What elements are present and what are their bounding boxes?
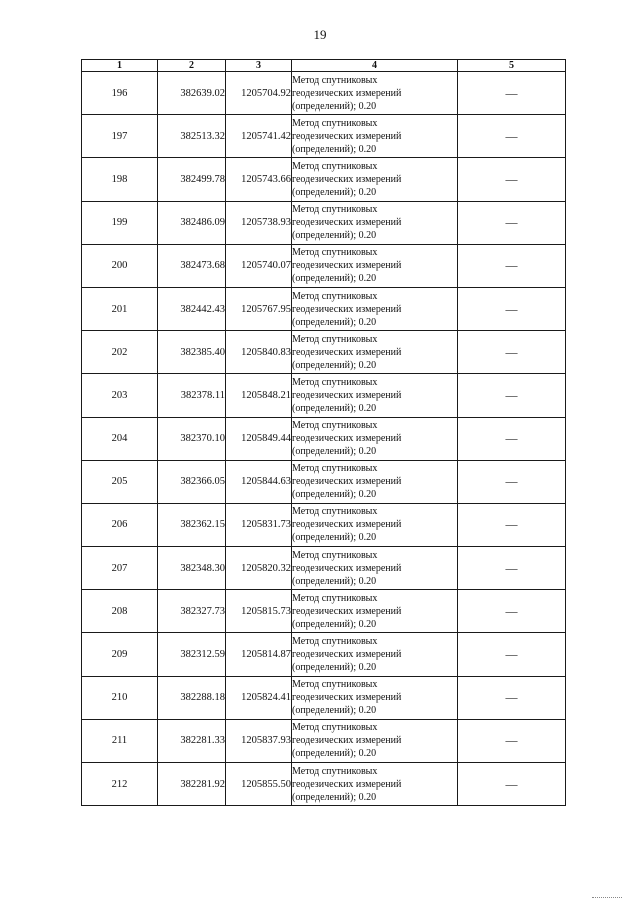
y-coordinate-cell: 1205767.95 (226, 287, 292, 330)
y-coordinate-cell: 1205837.93 (226, 719, 292, 762)
x-coordinate-cell: 382370.10 (158, 417, 226, 460)
y-coordinate-cell: 1205738.93 (226, 201, 292, 244)
method-cell (292, 115, 458, 158)
method-line: геодезических измерений (292, 87, 402, 99)
method-cell (292, 417, 458, 460)
point-number-cell: 197 (82, 115, 158, 158)
table-header-row (82, 60, 566, 72)
note-cell: — (458, 633, 566, 676)
table-row (82, 460, 566, 503)
method-cell (292, 287, 458, 330)
point-number-cell: 212 (82, 763, 158, 806)
y-coordinate-cell: 1205844.63 (226, 460, 292, 503)
point-number-cell: 207 (82, 547, 158, 590)
method-line: геодезических измерений (292, 692, 402, 704)
method-line: геодезических измерений (292, 389, 402, 401)
method-line: Метод спутниковых (292, 376, 378, 388)
note-cell: — (458, 590, 566, 633)
method-line: (определений); 0.20 (292, 143, 377, 155)
method-line: (определений); 0.20 (292, 316, 377, 328)
method-line: (определений); 0.20 (292, 402, 377, 414)
method-line: Метод спутниковых (292, 290, 378, 302)
method-cell (292, 460, 458, 503)
method-line: геодезических измерений (292, 303, 402, 315)
note-cell: — (458, 503, 566, 546)
y-coordinate-cell: 1205704.92 (226, 72, 292, 115)
point-number-cell: 208 (82, 590, 158, 633)
method-line: Метод спутниковых (292, 636, 378, 648)
point-number-cell: 211 (82, 719, 158, 762)
column-header-y: 3 (226, 60, 292, 72)
method-line: (определений); 0.20 (292, 186, 377, 198)
x-coordinate-cell: 382281.33 (158, 719, 226, 762)
method-line: (определений); 0.20 (292, 273, 377, 285)
method-line: Метод спутниковых (292, 679, 378, 691)
method-line: Метод спутниковых (292, 247, 378, 259)
scan-mark (592, 897, 622, 899)
x-coordinate-cell: 382348.30 (158, 547, 226, 590)
y-coordinate-cell: 1205840.83 (226, 331, 292, 374)
note-cell: — (458, 201, 566, 244)
point-number-cell: 202 (82, 331, 158, 374)
note-cell: — (458, 244, 566, 287)
point-number-cell: 209 (82, 633, 158, 676)
table-row (82, 331, 566, 374)
point-number-cell: 205 (82, 460, 158, 503)
table-body (82, 72, 566, 806)
x-coordinate-cell: 382499.78 (158, 158, 226, 201)
point-number-cell: 200 (82, 244, 158, 287)
method-line: Метод спутниковых (292, 722, 378, 734)
method-line: геодезических измерений (292, 649, 402, 661)
table-row (82, 115, 566, 158)
method-line: геодезических измерений (292, 562, 402, 574)
method-line: геодезических измерений (292, 778, 402, 790)
y-coordinate-cell: 1205855.50 (226, 763, 292, 806)
point-number-cell: 203 (82, 374, 158, 417)
table-row (82, 244, 566, 287)
method-line: (определений); 0.20 (292, 618, 377, 630)
table-row (82, 676, 566, 719)
point-number-cell: 201 (82, 287, 158, 330)
table-row (82, 72, 566, 115)
point-number-cell: 210 (82, 676, 158, 719)
method-cell (292, 719, 458, 762)
column-header-method: 4 (292, 60, 458, 72)
column-header-note: 5 (458, 60, 566, 72)
note-cell: — (458, 287, 566, 330)
table-row (82, 590, 566, 633)
y-coordinate-cell: 1205849.44 (226, 417, 292, 460)
method-cell (292, 547, 458, 590)
y-coordinate-cell: 1205814.87 (226, 633, 292, 676)
method-line: (определений); 0.20 (292, 705, 377, 717)
x-coordinate-cell: 382327.73 (158, 590, 226, 633)
method-line: Метод спутниковых (292, 549, 378, 561)
table-row (82, 158, 566, 201)
method-cell (292, 158, 458, 201)
method-cell (292, 503, 458, 546)
table-row (82, 547, 566, 590)
method-line: (определений); 0.20 (292, 662, 377, 674)
coordinates-table (81, 59, 566, 806)
method-line: (определений); 0.20 (292, 748, 377, 760)
method-line: геодезических измерений (292, 605, 402, 617)
y-coordinate-cell: 1205848.21 (226, 374, 292, 417)
method-cell (292, 72, 458, 115)
note-cell: — (458, 719, 566, 762)
method-line: геодезических измерений (292, 433, 402, 445)
method-cell (292, 244, 458, 287)
y-coordinate-cell: 1205831.73 (226, 503, 292, 546)
method-line: геодезических измерений (292, 260, 402, 272)
note-cell: — (458, 331, 566, 374)
method-line: Метод спутниковых (292, 765, 378, 777)
method-line: Метод спутниковых (292, 333, 378, 345)
x-coordinate-cell: 382366.05 (158, 460, 226, 503)
x-coordinate-cell: 382281.92 (158, 763, 226, 806)
method-line: Метод спутниковых (292, 420, 378, 432)
y-coordinate-cell: 1205820.32 (226, 547, 292, 590)
table-row (82, 201, 566, 244)
note-cell: — (458, 460, 566, 503)
point-number-cell: 206 (82, 503, 158, 546)
x-coordinate-cell: 382513.32 (158, 115, 226, 158)
x-coordinate-cell: 382442.43 (158, 287, 226, 330)
x-coordinate-cell: 382639.02 (158, 72, 226, 115)
method-line: Метод спутниковых (292, 506, 378, 518)
table-row (82, 287, 566, 330)
method-line: Метод спутниковых (292, 117, 378, 129)
note-cell: — (458, 115, 566, 158)
x-coordinate-cell: 382473.68 (158, 244, 226, 287)
note-cell: — (458, 158, 566, 201)
method-line: (определений); 0.20 (292, 532, 377, 544)
note-cell: — (458, 417, 566, 460)
method-line: геодезических измерений (292, 130, 402, 142)
table-row (82, 417, 566, 460)
method-line: (определений); 0.20 (292, 575, 377, 587)
note-cell: — (458, 547, 566, 590)
method-cell (292, 633, 458, 676)
x-coordinate-cell: 382378.11 (158, 374, 226, 417)
method-line: (определений); 0.20 (292, 359, 377, 371)
y-coordinate-cell: 1205740.07 (226, 244, 292, 287)
y-coordinate-cell: 1205743.66 (226, 158, 292, 201)
method-line: Метод спутниковых (292, 592, 378, 604)
x-coordinate-cell: 382362.15 (158, 503, 226, 546)
table-row (82, 633, 566, 676)
note-cell: — (458, 72, 566, 115)
point-number-cell: 204 (82, 417, 158, 460)
method-line: Метод спутниковых (292, 204, 378, 216)
page-number: 19 (313, 27, 327, 42)
y-coordinate-cell: 1205741.42 (226, 115, 292, 158)
method-line: Метод спутниковых (292, 160, 378, 172)
table-row (82, 503, 566, 546)
method-cell (292, 763, 458, 806)
x-coordinate-cell: 382312.59 (158, 633, 226, 676)
x-coordinate-cell: 382385.40 (158, 331, 226, 374)
table-row (82, 374, 566, 417)
method-cell (292, 331, 458, 374)
point-number-cell: 198 (82, 158, 158, 201)
method-line: (определений); 0.20 (292, 791, 377, 803)
method-line: геодезических измерений (292, 735, 402, 747)
method-line: геодезических измерений (292, 217, 402, 229)
column-header-point-number: 1 (82, 60, 158, 72)
point-number-cell: 199 (82, 201, 158, 244)
method-line: геодезических измерений (292, 519, 402, 531)
method-line: Метод спутниковых (292, 74, 378, 86)
note-cell: — (458, 374, 566, 417)
x-coordinate-cell: 382288.18 (158, 676, 226, 719)
method-line: (определений); 0.20 (292, 100, 377, 112)
table-row (82, 719, 566, 762)
method-line: геодезических измерений (292, 476, 402, 488)
column-header-x: 2 (158, 60, 226, 72)
x-coordinate-cell: 382486.09 (158, 201, 226, 244)
method-cell (292, 590, 458, 633)
method-cell (292, 201, 458, 244)
method-cell (292, 676, 458, 719)
method-line: геодезических измерений (292, 173, 402, 185)
method-line: (определений); 0.20 (292, 489, 377, 501)
method-cell (292, 374, 458, 417)
method-line: геодезических измерений (292, 346, 402, 358)
y-coordinate-cell: 1205824.41 (226, 676, 292, 719)
table-row (82, 763, 566, 806)
method-line: (определений); 0.20 (292, 230, 377, 242)
y-coordinate-cell: 1205815.73 (226, 590, 292, 633)
method-line: Метод спутниковых (292, 463, 378, 475)
method-line: (определений); 0.20 (292, 446, 377, 458)
note-cell: — (458, 763, 566, 806)
note-cell: — (458, 676, 566, 719)
point-number-cell: 196 (82, 72, 158, 115)
